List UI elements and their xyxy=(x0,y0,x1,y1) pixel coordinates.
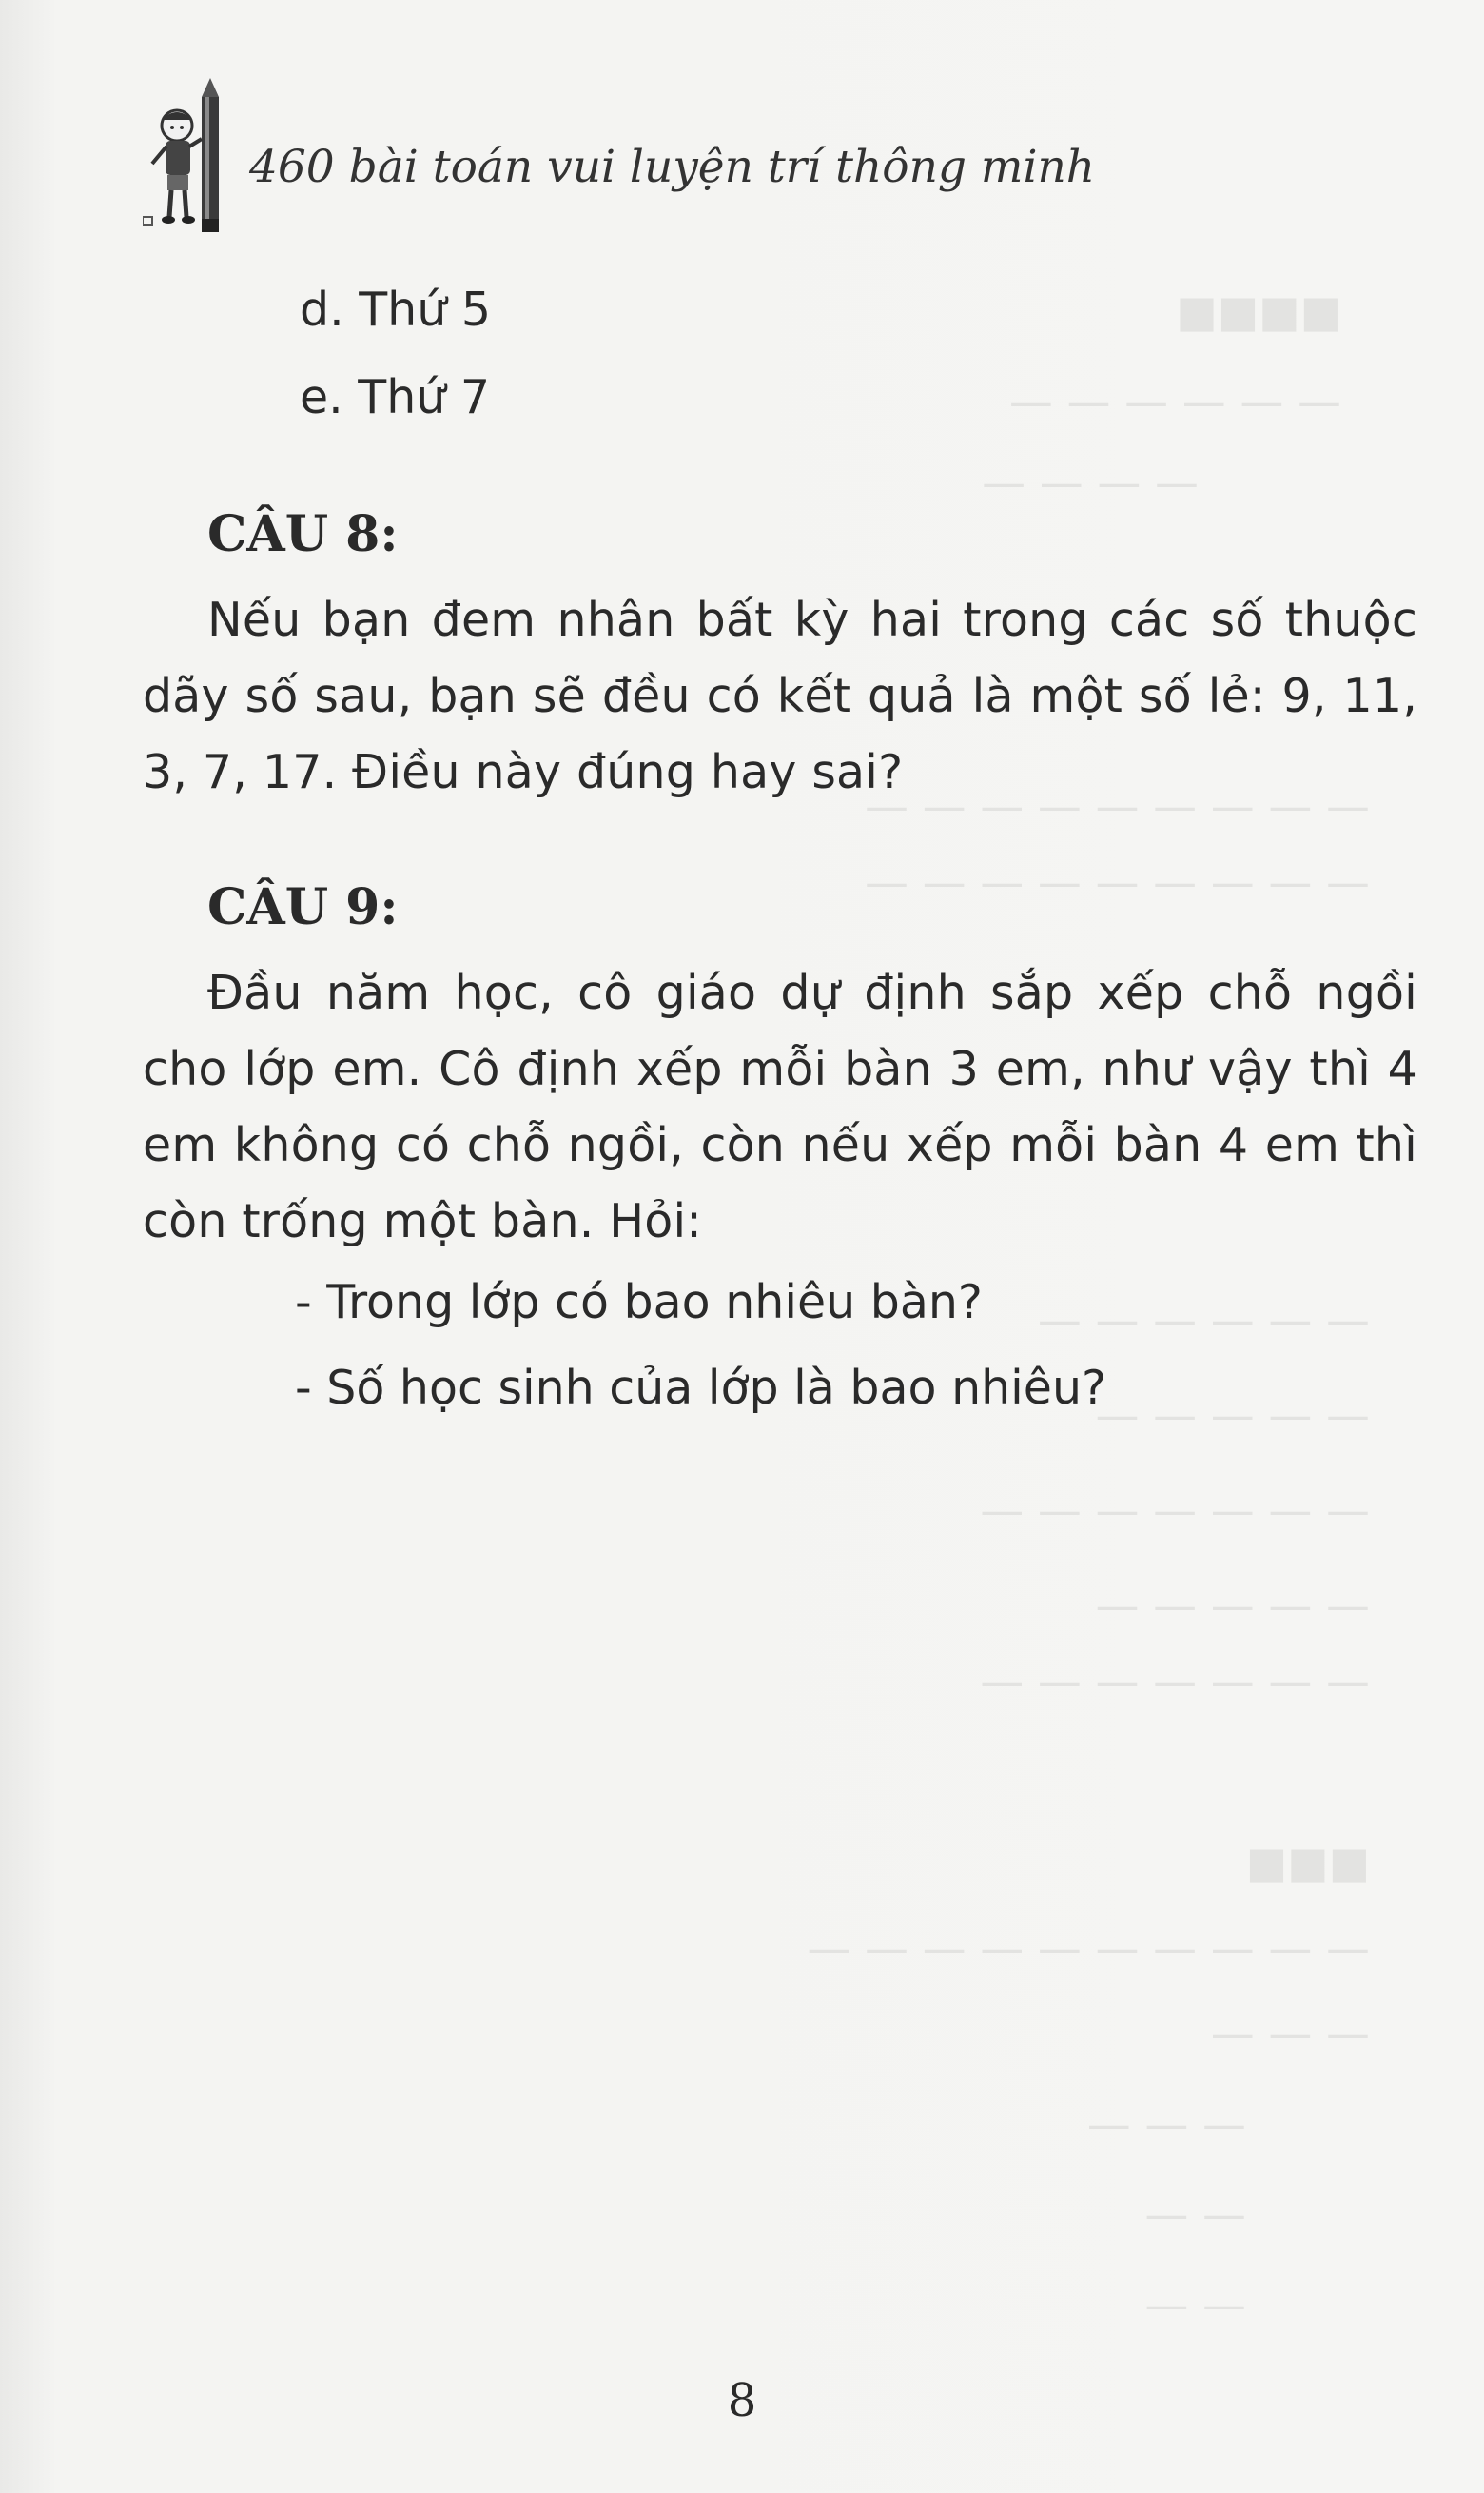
bleed-through-decoration: ■■■■ — — — — — — — — — — — — — — — — — — — — — — — — — — — — — — — — — — — — — — — — — — — — — — — — — — — — — — — — — — ■■■ — — — — — — — — — — — — — — — — — — — — xyxy=(807,285,1370,2330)
page-content xyxy=(143,266,1417,1431)
page-number: 8 xyxy=(727,2374,757,2427)
question-9-text: Đầu năm học, cô giáo dự định sắp xếp chỗ ngồi cho lớp em. Cô định xếp mỗi bàn 3 em, như vậy thì 4 em không có chỗ ngồi, còn nếu xếp mỗi bàn 4 em thì còn trống một bàn. Hỏi: xyxy=(143,966,1417,1248)
question-9-sub-question-2: - Số học sinh của lớp là bao nhiêu? xyxy=(295,1361,1107,1415)
book-title: 460 bài toán vui luyện trí thông minh xyxy=(249,141,1096,193)
boy-with-pencil-icon xyxy=(143,76,238,247)
question-8-text: Nếu bạn đem nhân bất kỳ hai trong các số thuộc dãy số sau, bạn sẽ đều có kết quả là một số lẻ: 9, 11, 3, 7, 17. Điều này đúng hay sai? xyxy=(143,593,1417,799)
spacer xyxy=(143,811,1417,860)
spacer xyxy=(143,442,1417,487)
question-9-sub-question-1: - Trong lớp có bao nhiêu bàn? xyxy=(295,1275,983,1329)
question-8-title: CÂU 8: xyxy=(207,505,399,563)
answer-option-e: e. Thứ 7 xyxy=(300,370,491,424)
answer-option-d: d. Thứ 5 xyxy=(300,283,492,337)
question-9-title: CÂU 9: xyxy=(207,878,399,936)
running-header xyxy=(143,67,1094,247)
